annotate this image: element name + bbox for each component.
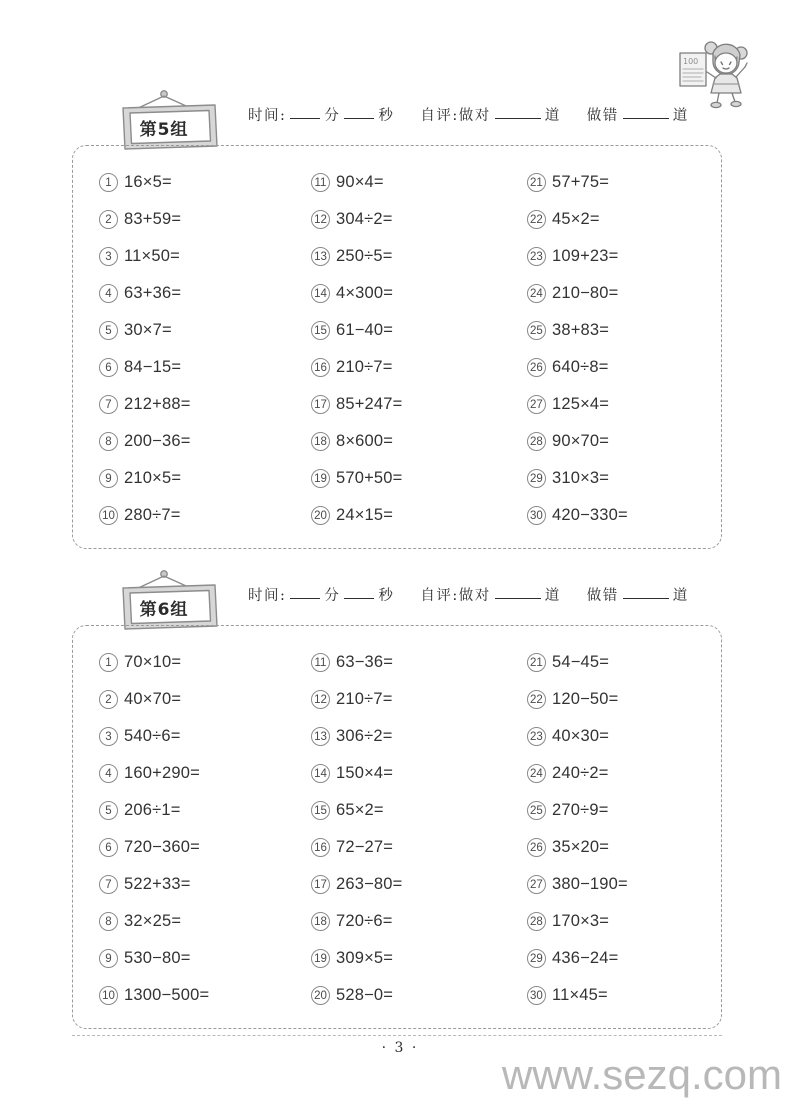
problem-expression[interactable]: 210×5=	[124, 469, 182, 487]
problem-item	[99, 718, 289, 755]
problem-expression[interactable]: 11×45=	[551, 986, 608, 1004]
problem-number: 10	[99, 506, 118, 525]
footer-divider	[72, 1035, 722, 1036]
problem-number: 27	[527, 395, 546, 414]
problem-number: 2	[99, 210, 118, 229]
problem-item	[311, 238, 505, 275]
problem-panel	[72, 145, 722, 549]
wrong-count-blank[interactable]	[623, 118, 669, 119]
problem-item	[527, 238, 721, 275]
problem-number: 17	[311, 875, 330, 894]
wrong-unit: 道	[672, 588, 689, 604]
problem-expression[interactable]: 57+75=	[551, 173, 610, 191]
problem-item	[99, 755, 289, 792]
problem-expression[interactable]: 16×5=	[124, 173, 172, 191]
problem-item	[99, 866, 289, 903]
time-and-score-line	[248, 584, 689, 605]
exercise-group-5	[0, 88, 800, 524]
problem-number: 26	[527, 358, 546, 377]
problem-item	[311, 164, 505, 201]
problem-number: 14	[311, 764, 330, 783]
problem-expression[interactable]: 54−45=	[551, 653, 610, 671]
problem-number: 26	[527, 838, 546, 857]
problem-number: 16	[311, 838, 330, 857]
problem-expression[interactable]: 522+33=	[124, 875, 191, 893]
problem-number: 30	[527, 986, 546, 1005]
correct-label: 做对	[458, 588, 491, 604]
problem-expression[interactable]: 109+23=	[551, 247, 619, 265]
problem-expression[interactable]: 306÷2=	[335, 727, 393, 745]
problem-expression[interactable]: 280÷7=	[124, 506, 181, 524]
problem-expression[interactable]: 263−80=	[335, 875, 403, 893]
problem-number: 23	[527, 727, 546, 746]
problem-item	[527, 423, 721, 460]
group-title-text: 第5组	[139, 119, 189, 140]
problem-item	[527, 201, 721, 238]
problem-item	[311, 829, 505, 866]
seconds-blank[interactable]	[344, 118, 374, 119]
problem-expression[interactable]: 310×3=	[551, 469, 610, 487]
problem-number: 5	[99, 801, 118, 820]
problem-panel	[72, 625, 722, 1029]
problem-item	[527, 718, 721, 755]
problem-number: 24	[527, 764, 546, 783]
problem-expression[interactable]: 63−36=	[335, 653, 394, 671]
problem-item	[99, 792, 289, 829]
problem-column-1	[73, 164, 289, 534]
problem-number: 20	[311, 986, 330, 1005]
problem-number: 11	[311, 653, 330, 672]
problem-expression[interactable]: 250÷5=	[335, 247, 393, 265]
problem-item	[527, 866, 721, 903]
problem-item	[99, 681, 289, 718]
problem-item	[527, 681, 721, 718]
problem-number: 25	[527, 321, 546, 340]
problem-number: 5	[99, 321, 118, 340]
seconds-blank[interactable]	[344, 598, 374, 599]
problem-column-3	[505, 644, 721, 1014]
minutes-blank[interactable]	[290, 598, 320, 599]
minutes-unit: 分	[324, 108, 341, 124]
problem-number: 25	[527, 801, 546, 820]
problem-item	[99, 275, 289, 312]
problem-number: 19	[311, 469, 330, 488]
problem-number: 29	[527, 949, 546, 968]
problem-expression[interactable]: 90×4=	[335, 173, 384, 191]
problem-item	[99, 238, 289, 275]
problem-item	[99, 312, 289, 349]
problem-number: 6	[99, 838, 118, 857]
problem-expression[interactable]: 84−15=	[124, 358, 182, 376]
problem-expression[interactable]: 212+88=	[124, 395, 191, 413]
problem-item	[311, 681, 505, 718]
problem-number: 6	[99, 358, 118, 377]
site-watermark: www.sezq.com	[501, 1051, 782, 1098]
problem-number: 9	[99, 469, 118, 488]
problem-number: 7	[99, 395, 118, 414]
problem-number: 12	[311, 210, 330, 229]
problem-item	[527, 349, 721, 386]
problem-expression[interactable]: 70×10=	[124, 653, 182, 671]
time-label: 时间:	[248, 588, 287, 604]
minutes-blank[interactable]	[290, 118, 320, 119]
problem-item	[99, 940, 289, 977]
seconds-unit: 秒	[378, 108, 395, 124]
problem-number: 7	[99, 875, 118, 894]
problem-item	[99, 386, 289, 423]
problem-item	[311, 349, 505, 386]
problem-expression[interactable]: 40×70=	[124, 690, 182, 708]
wrong-label: 做错	[586, 108, 619, 124]
problem-item	[99, 349, 289, 386]
problem-number: 11	[311, 173, 330, 192]
problem-item	[311, 386, 505, 423]
problem-expression[interactable]: 125×4=	[551, 395, 610, 413]
problem-item	[311, 866, 505, 903]
problem-item	[527, 792, 721, 829]
wrong-label: 做错	[586, 588, 619, 604]
problem-expression[interactable]: 240÷2=	[551, 764, 609, 782]
problem-expression[interactable]: 1300−500=	[124, 986, 210, 1004]
problem-item	[311, 977, 505, 1014]
correct-count-blank[interactable]	[495, 118, 541, 119]
problem-item	[311, 423, 505, 460]
problem-item	[99, 460, 289, 497]
svg-text:100: 100	[683, 57, 699, 66]
problem-expression[interactable]: 304÷2=	[335, 210, 393, 228]
problem-number: 13	[311, 247, 330, 266]
problem-expression[interactable]: 90×70=	[551, 432, 610, 450]
problem-item	[99, 644, 289, 681]
problem-expression[interactable]: 210−80=	[551, 284, 619, 302]
problem-item	[527, 940, 721, 977]
group-title-sign	[103, 88, 225, 150]
problem-number: 14	[311, 284, 330, 303]
problem-item	[311, 940, 505, 977]
problem-number: 8	[99, 432, 118, 451]
problem-expression[interactable]: 720−360=	[124, 838, 200, 856]
problem-number: 18	[311, 432, 330, 451]
problem-number: 21	[527, 173, 546, 192]
problem-item	[311, 718, 505, 755]
problem-expression[interactable]: 65×2=	[335, 801, 384, 819]
problem-item	[99, 201, 289, 238]
problem-item	[99, 423, 289, 460]
problem-number: 24	[527, 284, 546, 303]
problem-expression[interactable]: 720÷6=	[335, 912, 393, 930]
time-and-score-line	[248, 104, 689, 125]
problem-item	[311, 792, 505, 829]
problem-column-2	[289, 644, 505, 1014]
problem-number: 28	[527, 912, 546, 931]
problem-item	[527, 644, 721, 681]
problem-expression[interactable]: 150×4=	[335, 764, 394, 782]
problem-expression[interactable]: 24×15=	[335, 506, 394, 524]
exercise-group-6	[0, 568, 800, 1004]
problem-item	[99, 164, 289, 201]
problem-expression[interactable]: 640÷8=	[551, 358, 609, 376]
problem-number: 22	[527, 690, 546, 709]
problem-number: 27	[527, 875, 546, 894]
problem-expression[interactable]: 63+36=	[124, 284, 182, 302]
wrong-count-blank[interactable]	[623, 598, 669, 599]
problem-expression[interactable]: 570+50=	[335, 469, 403, 487]
problem-item	[527, 755, 721, 792]
problem-expression[interactable]: 206÷1=	[124, 801, 181, 819]
problem-number: 8	[99, 912, 118, 931]
correct-label: 做对	[458, 108, 491, 124]
problem-item	[527, 312, 721, 349]
problem-item	[527, 497, 721, 534]
problem-number: 4	[99, 284, 118, 303]
group-header	[0, 568, 800, 630]
problem-expression[interactable]: 210÷7=	[335, 358, 393, 376]
group-title-sign	[103, 568, 225, 630]
problem-expression[interactable]: 38+83=	[551, 321, 610, 339]
problem-expression[interactable]: 420−330=	[551, 506, 628, 524]
problem-expression[interactable]: 35×20=	[551, 838, 610, 856]
problem-number: 4	[99, 764, 118, 783]
problem-item	[311, 312, 505, 349]
group-header	[0, 88, 800, 150]
problem-item	[99, 497, 289, 534]
problem-number: 15	[311, 801, 330, 820]
problem-number: 19	[311, 949, 330, 968]
problem-expression[interactable]: 85+247=	[335, 395, 403, 413]
problem-number: 2	[99, 690, 118, 709]
problem-number: 29	[527, 469, 546, 488]
problem-item	[99, 903, 289, 940]
problem-item	[527, 164, 721, 201]
problem-expression[interactable]: 8×600=	[335, 432, 394, 450]
problem-expression[interactable]: 528−0=	[335, 986, 394, 1004]
problem-expression[interactable]: 40×30=	[551, 727, 610, 745]
problem-item	[311, 460, 505, 497]
problem-expression[interactable]: 270÷9=	[551, 801, 609, 819]
problem-number: 9	[99, 949, 118, 968]
self-eval-label: 自评:	[420, 108, 459, 124]
problem-column-2	[289, 164, 505, 534]
problem-number: 15	[311, 321, 330, 340]
problem-item	[99, 977, 289, 1014]
problem-expression[interactable]: 436−24=	[551, 949, 619, 967]
problem-expression[interactable]: 540÷6=	[124, 727, 181, 745]
problem-expression[interactable]: 210÷7=	[335, 690, 393, 708]
correct-count-blank[interactable]	[495, 598, 541, 599]
problem-item	[311, 755, 505, 792]
problem-expression[interactable]: 160+290=	[124, 764, 200, 782]
problem-number: 30	[527, 506, 546, 525]
problem-expression[interactable]: 309×5=	[335, 949, 394, 967]
problem-expression[interactable]: 83+59=	[124, 210, 182, 228]
problem-item	[311, 497, 505, 534]
problem-number: 13	[311, 727, 330, 746]
problem-expression[interactable]: 200−36=	[124, 432, 191, 450]
problem-expression[interactable]: 530−80=	[124, 949, 191, 967]
page-number: · 3 ·	[381, 1040, 419, 1056]
problem-item	[99, 829, 289, 866]
problem-expression[interactable]: 61−40=	[335, 321, 394, 339]
correct-unit: 道	[544, 588, 561, 604]
correct-unit: 道	[544, 108, 561, 124]
problem-number: 23	[527, 247, 546, 266]
self-eval-label: 自评:	[420, 588, 459, 604]
problem-number: 3	[99, 727, 118, 746]
problem-expression[interactable]: 4×300=	[335, 284, 394, 302]
problem-item	[527, 275, 721, 312]
problem-number: 28	[527, 432, 546, 451]
problem-item	[311, 903, 505, 940]
problem-number: 10	[99, 986, 118, 1005]
minutes-unit: 分	[324, 588, 341, 604]
problem-item	[527, 386, 721, 423]
problem-number: 22	[527, 210, 546, 229]
problem-expression[interactable]: 11×50=	[124, 247, 180, 265]
problem-item	[527, 903, 721, 940]
problem-number: 16	[311, 358, 330, 377]
problem-item	[527, 977, 721, 1014]
problem-item	[311, 201, 505, 238]
problem-expression[interactable]: 32×25=	[124, 912, 182, 930]
wrong-unit: 道	[672, 108, 689, 124]
problem-expression[interactable]: 45×2=	[551, 210, 600, 228]
problem-number: 21	[527, 653, 546, 672]
problem-item	[527, 829, 721, 866]
problem-column-3	[505, 164, 721, 534]
problem-item	[311, 644, 505, 681]
problem-number: 18	[311, 912, 330, 931]
problem-expression[interactable]: 120−50=	[551, 690, 619, 708]
problem-number: 1	[99, 653, 118, 672]
time-label: 时间:	[248, 108, 287, 124]
problem-expression[interactable]: 72−27=	[335, 838, 394, 856]
seconds-unit: 秒	[378, 588, 395, 604]
problem-item	[311, 275, 505, 312]
problem-item	[527, 460, 721, 497]
problem-expression[interactable]: 170×3=	[551, 912, 610, 930]
problem-expression[interactable]: 380−190=	[551, 875, 628, 893]
problem-number: 17	[311, 395, 330, 414]
problem-number: 12	[311, 690, 330, 709]
group-title-text: 第6组	[139, 599, 189, 620]
problem-number: 20	[311, 506, 330, 525]
problem-number: 1	[99, 173, 118, 192]
problem-column-1	[73, 644, 289, 1014]
problem-number: 3	[99, 247, 118, 266]
problem-expression[interactable]: 30×7=	[124, 321, 172, 339]
